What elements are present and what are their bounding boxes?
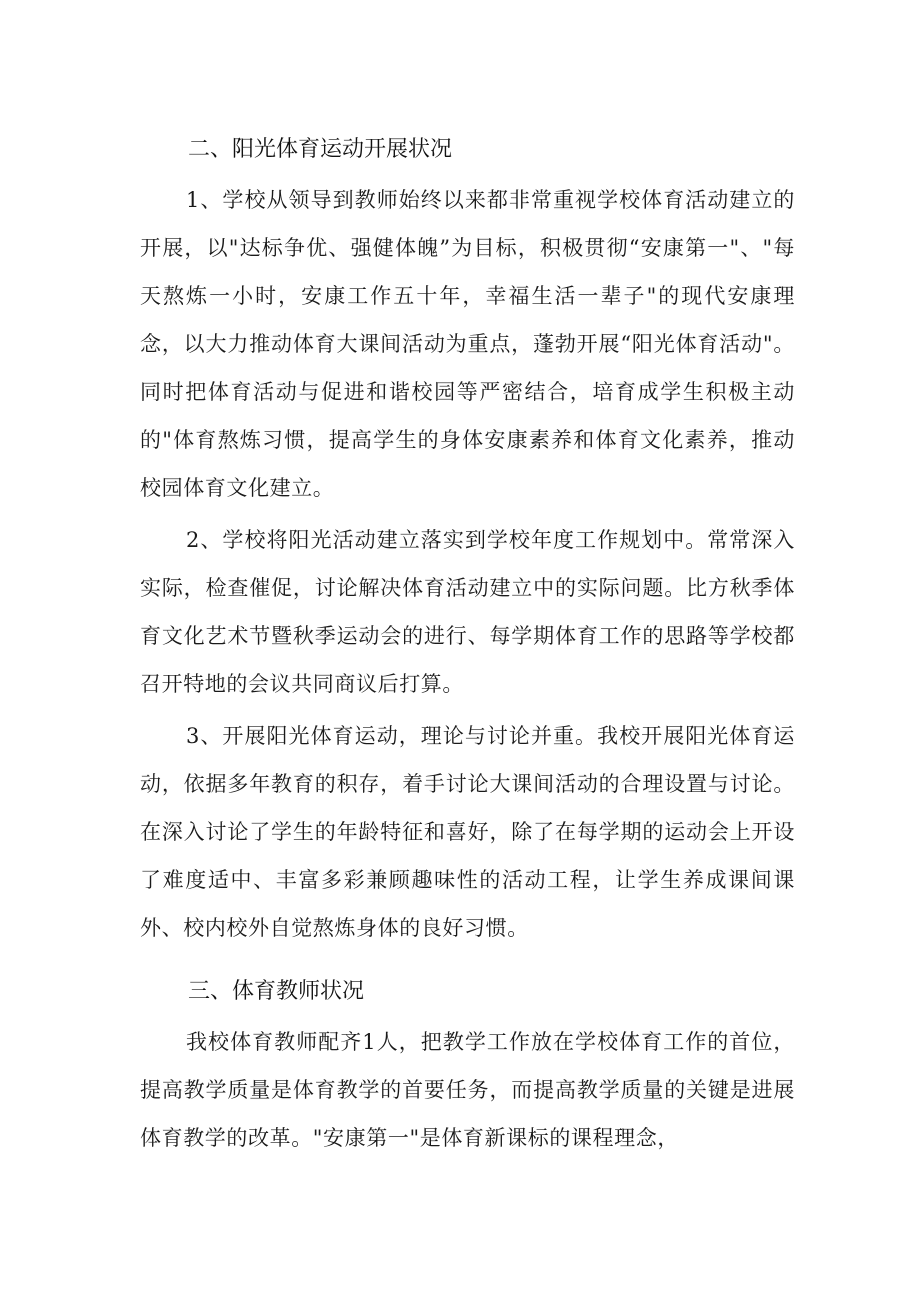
paragraph: 1、学校从领导到教师始终以来都非常重视学校体育活动建立的开展，以"达标争优、强健体魄”为目标，积极贯彻“安康第一"、"每天熬炼一小时，安康工作五十年，幸福生活一辈子"的现代安康理念，以大力推动体育大课间活动为重点，蓬勃开展“阳光体育活动"。同时把体育活动与促进和谐校园等严密结合，培育成学生积极主动的"体育熬炼习惯，提高学生的身体安康素养和体育文化素养，推动校园体育文化建立。: [140, 188, 795, 500]
paragraph: 我校体育教师配齐1人，把教学工作放在学校体育工作的首位，提高教学质量是体育教学的首要任务，而提高教学质量的关键是进展体育教学的改革。"安康第一"是体育新课标的课程理念，: [140, 1030, 795, 1150]
document-body: [140, 128, 795, 1162]
section-heading-pe-teachers: 三、体育教师状况: [188, 979, 365, 1004]
section-heading-sunshine-sports: 二、阳光体育运动开展状况: [188, 137, 453, 162]
paragraph: 3、开展阳光体育运动，理论与讨论并重。我校开展阳光体育运动，依据多年教育的积存，着手讨论大课间活动的合理设置与讨论。在深入讨论了学生的年龄特征和喜好，除了在每学期的运动会上开设了难度适中、丰富多彩兼顾趣味性的活动工程，让学生养成课间课外、校内校外自觉熬炼身体的良好习惯。: [140, 724, 795, 940]
paragraph: 2、学校将阳光活动建立落实到学校年度工作规划中。常常深入实际，检查催促，讨论解决体育活动建立中的实际问题。比方秋季体育文化艺术节暨秋季运动会的进行、每学期体育工作的思路等学校都召开特地的会议共同商议后打算。: [140, 528, 795, 696]
